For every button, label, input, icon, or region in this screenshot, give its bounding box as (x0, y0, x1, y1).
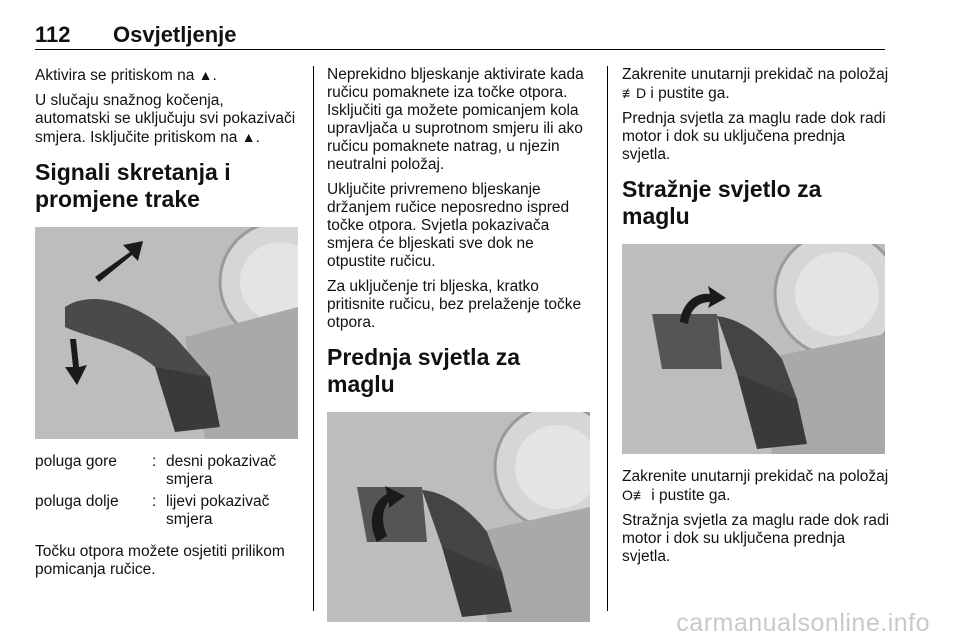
paragraph: Zakrenite unutarnji prekidač na položaj O≢ i pustite ga. (622, 468, 889, 504)
paragraph: Zakrenite unutarnji prekidač na položaj ≢D i pustite ga. (622, 66, 889, 102)
definition-row: poluga dolje : lijevi pokazivač smjera (35, 493, 270, 528)
header-rule (35, 49, 885, 50)
page-number: 112 (35, 22, 71, 47)
front-fog-switch-figure (327, 412, 590, 622)
front-fog-light-icon: ≢D (622, 85, 647, 101)
section-heading: Signali skretanja i promjene trake (35, 159, 231, 212)
paragraph: Prednja svjetla za maglu rade dok radi motor i dok su uključena prednja svjetla. (622, 110, 886, 163)
turn-signal-lever-figure (35, 227, 298, 439)
column-3 (622, 66, 890, 573)
paragraph: Točku otpora možete osjetiti prilikom pomicanja ručice. (35, 543, 285, 578)
column-2 (327, 66, 592, 636)
rear-fog-switch-figure (622, 244, 885, 454)
paragraph: U slučaju snažnog kočenja, automatski se uključuju svi pokazivači smjera. Isključite pritiskom na ▲. (35, 92, 296, 146)
chapter-title: Osvjetljenje (113, 22, 237, 47)
paragraph: Uključite privremeno bljeskanje držanjem ručice neposredno ispred točke otpora. Svjetla pokazivača smjera će bljeskati sve dok ne otpustite ručicu. (327, 181, 570, 270)
lever-definitions (35, 453, 300, 533)
paragraph: Neprekidno bljeskanje aktivirate kada ručicu pomaknete iza točke otpora. Isključiti ga možete pomicanjem kola upravljača u suprotnom smjeru ili ako ručicu pomaknete natrag, u njezin neutralni položaj. (327, 66, 584, 173)
paragraph: Stražnja svjetla za maglu rade dok radi motor i dok su uključena prednja svjetla. (622, 512, 890, 565)
column-divider (313, 66, 314, 611)
watermark: carmanualsonline.info (676, 609, 930, 637)
hazard-triangle-icon: ▲ (241, 129, 256, 145)
rear-fog-light-icon: O≢ (622, 487, 647, 503)
page-header (35, 22, 885, 48)
paragraph: Za uključenje tri bljeska, kratko pritisnite ručicu, bez prelaženje točke otpora. (327, 278, 582, 331)
hazard-triangle-icon: ▲ (198, 67, 213, 83)
section-heading: Prednja svjetla za maglu (327, 344, 521, 397)
column-1 (35, 66, 300, 586)
paragraph: Aktivira se pritiskom na ▲. (35, 67, 217, 84)
definition-row: poluga gore : desni pokazivač smjera (35, 453, 277, 488)
section-heading: Stražnje svjetlo za maglu (622, 176, 822, 229)
column-divider (607, 66, 608, 611)
